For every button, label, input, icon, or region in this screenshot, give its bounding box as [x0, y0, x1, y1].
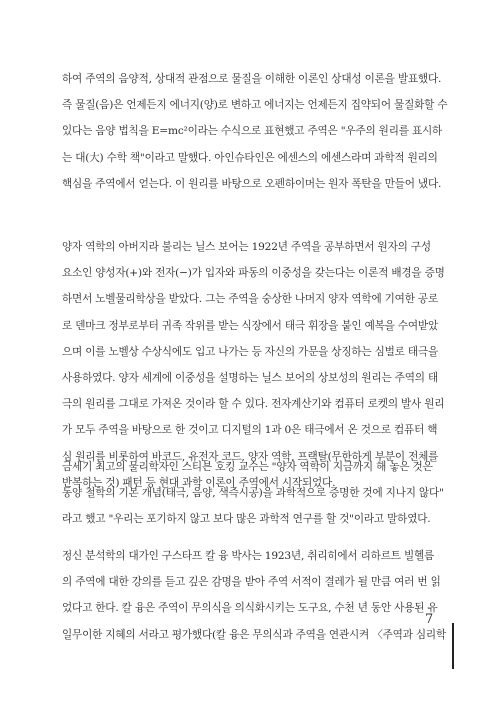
text-line: 으며 이를 노벨상 수상식에도 입고 나가는 등 자신의 가문을 상징하는 심벌로 태극을	[62, 345, 438, 358]
text-line: 반복하는 것) 패턴 등 현대 과학 이론이 주역에서 시작되었다.	[62, 476, 336, 489]
text-line: 즉 물질(음)은 언제든지 에너지(양)로 변하고 에너지는 언제든지 집약되어 물질화할 수	[62, 99, 448, 112]
paragraph-jung	[62, 543, 454, 648]
text-line: 요소인 양성자(+)와 전자(−)가 입자와 파동의 이중성을 갖는다는 이론적 배경을 증명	[62, 267, 445, 280]
text-line: 는 대(大) 수학 책"이라고 말했다. 아인슈타인은 에센스의 에센스라며 과학적 원리의	[62, 151, 438, 164]
text-line: 의 주역에 대한 강의를 듣고 깊은 감명을 받아 주역 서적이 결레가 될 만큼 여러 번 읽	[62, 576, 441, 589]
text-line: 하면서 노벨물리학상을 받았다. 그는 주역을 숭상한 나머지 양자 역학에 기여한 공로	[62, 293, 438, 306]
text-line: 일무이한 지혜의 서라고 평가했다(칼 융은 무의식과 주역을 연관시켜 〈주역과 심리학	[62, 628, 446, 641]
text-line: 동양 철학의 기본 개념(태극, 음양, 색즉시공)을 과학적으로 증명한 것에 지나지 않다"	[62, 487, 444, 500]
text-line: 라고 했고 "우리는 포기하지 않고 보다 많은 과학적 연구를 할 것"이라고 말하였다.	[62, 513, 431, 526]
page-number: 7	[425, 612, 434, 627]
paragraph-hawking	[62, 454, 454, 533]
text-line: 양자 역학의 아버지라 불리는 닐스 보어는 1922년 주역을 공부하면서 원자의 구성	[62, 241, 431, 253]
text-line: 극의 원리를 그대로 가져온 것이라 할 수 있다. 전자계산기와 컴퓨터 로켓의 발사 원리	[62, 398, 445, 411]
text-line: 핵심을 주역에서 얻는다. 이 원리를 바탕으로 오펜하이머는 원자 폭탄을 만들어 냈다.	[62, 177, 442, 190]
paragraph-einstein	[62, 66, 454, 197]
text-line: 금세기 최고의 물리학자인 스티븐 호킹 교수는 "양자 역학이 지금까지 해 놓은 것은	[62, 461, 433, 473]
page-number-rule	[452, 623, 454, 669]
text-line: 심 원리를 비롯하여 바코드, 유전자 코드, 양자 역학, 프랙탈(무한하게 부분이 전체를	[62, 450, 439, 463]
text-line: 정신 분석학의 대가인 구스타프 칼 융 박사는 1923년, 취리히에서 리하르트 빌헬름	[62, 550, 435, 562]
text-line: 있다는 음양 법칙을 E=mc²이라는 수식으로 표현했고 주역은 "우주의 원리를 표시하	[62, 125, 443, 138]
text-line: 었다고 한다. 칼 융은 주역이 무의식을 의식화시키는 도구요, 수천 년 동안 사용된 유	[62, 602, 438, 615]
text-line: 가 모두 주역을 바탕으로 한 것이고 디지털의 1과 0은 태극에서 온 것으로 컴퓨터 핵	[62, 424, 438, 437]
text-line: 하여 주역의 음양적, 상대적 관점으로 물질을 이해한 이론인 상대성 이론을 발표했다.	[62, 73, 442, 85]
text-line: 사용하였다. 양자 세계에 이중성을 설명하는 닐스 보어의 상보성의 원리는 주역의 태	[62, 372, 438, 385]
text-line: 로 덴마크 정부로부터 귀족 작위를 받는 식장에서 태극 휘장을 붙인 예복을 수여받았	[62, 319, 438, 332]
